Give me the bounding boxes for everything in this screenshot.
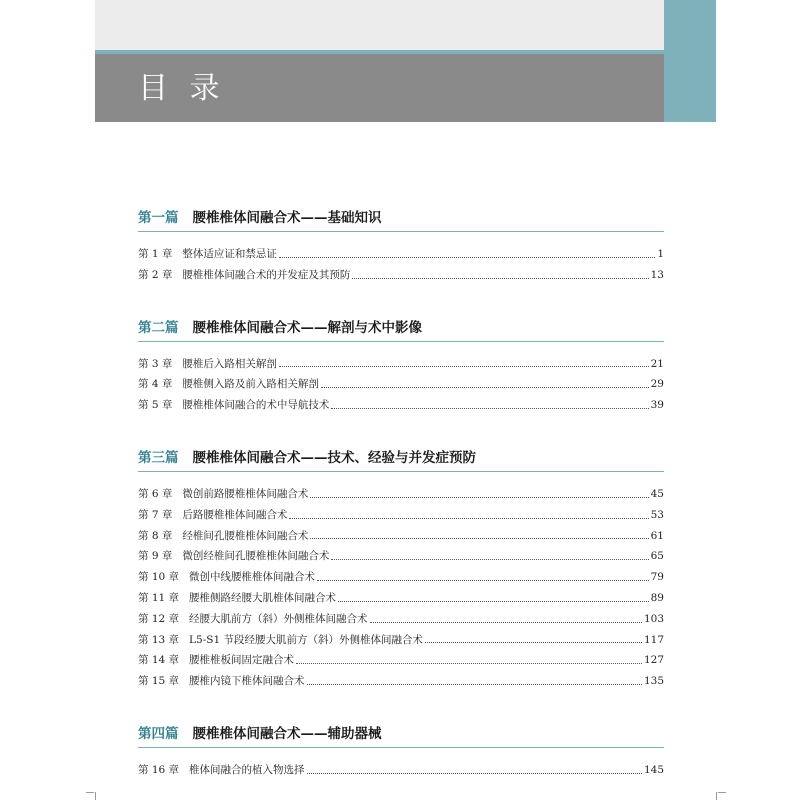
header-side-tab (664, 0, 716, 122)
chapter-entry[interactable] (138, 760, 664, 781)
chapter-page-number: 145 (643, 763, 664, 776)
chapter-number: 第 15 章 (138, 675, 180, 688)
chapter-entry[interactable] (138, 671, 664, 692)
chapter-number: 第 1 章 (138, 248, 173, 260)
dot-leader (331, 408, 648, 409)
dot-leader (338, 601, 649, 602)
chapter-list (138, 342, 664, 416)
table-of-contents (138, 205, 664, 781)
part-title: 腰椎椎体间融合术——解剖与术中影像 (192, 319, 422, 336)
part-number: 第二篇 (138, 319, 179, 336)
chapter-entry[interactable] (138, 609, 664, 630)
chapter-title: 腰椎侧入路及前入路相关解剖 (182, 378, 319, 391)
part-heading (138, 315, 664, 342)
header-top-band (95, 0, 664, 50)
part-heading (138, 205, 664, 232)
chapter-title: 经椎间孔腰椎椎体间融合术 (182, 529, 309, 542)
chapter-entry[interactable] (138, 354, 664, 375)
dot-leader (307, 773, 642, 774)
chapter-number: 第 7 章 (138, 508, 173, 521)
chapter-list (138, 472, 664, 692)
dot-leader (279, 366, 649, 367)
chapter-number: 第 14 章 (138, 654, 180, 667)
toc-part (138, 721, 664, 781)
dot-leader (310, 538, 648, 539)
chapter-entry[interactable] (138, 484, 664, 505)
chapter-entry[interactable] (138, 374, 664, 395)
chapter-entry[interactable] (138, 546, 664, 567)
part-number: 第三篇 (138, 449, 179, 466)
chapter-title: 腰椎内镜下椎体间融合术 (189, 675, 305, 688)
crop-mark (86, 792, 94, 793)
chapter-title: 腰椎侧路经腰大肌椎体间融合术 (189, 591, 337, 604)
part-number: 第四篇 (138, 725, 179, 742)
chapter-title: 经腰大肌前方（斜）外侧椎体间融合术 (189, 612, 368, 625)
chapter-list (138, 748, 664, 781)
chapter-entry[interactable] (138, 395, 664, 416)
chapter-page-number: 21 (650, 357, 664, 370)
chapter-number: 第 13 章 (138, 633, 180, 646)
dot-leader (307, 684, 642, 685)
chapter-number: 第 9 章 (138, 550, 173, 563)
page-title: 目 录 (138, 71, 226, 106)
chapter-entry[interactable] (138, 265, 664, 286)
chapter-title: 微创经椎间孔腰椎椎体间融合术 (182, 550, 330, 563)
chapter-entry[interactable] (138, 588, 664, 609)
dot-leader (352, 278, 648, 279)
chapter-entry[interactable] (138, 526, 664, 547)
chapter-title: 后路腰椎椎体间融合术 (182, 508, 288, 521)
chapter-page-number: 53 (650, 508, 664, 521)
chapter-page-number: 89 (650, 591, 664, 604)
chapter-entry[interactable] (138, 567, 664, 588)
part-heading (138, 721, 664, 748)
dot-leader (331, 559, 648, 560)
chapter-page-number: 61 (650, 529, 664, 542)
chapter-page-number: 29 (650, 378, 664, 391)
part-title: 腰椎椎体间融合术——技术、经验与并发症预防 (192, 449, 476, 466)
chapter-list (138, 232, 664, 286)
dot-leader (310, 497, 648, 498)
chapter-title: 椎体间融合的植入物选择 (189, 763, 305, 776)
chapter-title: 腰椎椎板间固定融合术 (189, 654, 295, 667)
toc-part (138, 315, 664, 416)
dot-leader (279, 257, 655, 258)
chapter-number: 第 16 章 (138, 763, 180, 776)
chapter-page-number: 117 (643, 633, 664, 646)
toc-part (138, 205, 664, 286)
chapter-entry[interactable] (138, 630, 664, 651)
part-title: 腰椎椎体间融合术——基础知识 (192, 210, 382, 226)
chapter-number: 第 11 章 (138, 591, 180, 604)
chapter-title: 腰椎椎体间融合的术中导航技术 (182, 399, 330, 412)
chapter-title: 微创前路腰椎椎体间融合术 (182, 487, 309, 500)
toc-part (138, 445, 664, 692)
dot-leader (425, 642, 642, 643)
chapter-number: 第 2 章 (138, 268, 173, 281)
chapter-page-number: 127 (643, 654, 664, 667)
chapter-number: 第 3 章 (138, 357, 173, 370)
chapter-title: 微创中线腰椎椎体间融合术 (189, 571, 316, 584)
chapter-title: 整体适应证和禁忌证 (182, 248, 277, 260)
chapter-page-number: 103 (643, 612, 664, 625)
chapter-entry[interactable] (138, 244, 664, 265)
chapter-page-number: 39 (650, 399, 664, 412)
dot-leader (317, 580, 649, 581)
crop-mark (95, 792, 96, 800)
chapter-page-number: 79 (650, 571, 664, 584)
chapter-number: 第 12 章 (138, 612, 180, 625)
chapter-page-number: 135 (643, 675, 664, 688)
chapter-number: 第 10 章 (138, 571, 180, 584)
dot-leader (321, 387, 649, 388)
chapter-entry[interactable] (138, 650, 664, 671)
dot-leader (289, 518, 648, 519)
chapter-number: 第 6 章 (138, 487, 173, 500)
chapter-number: 第 4 章 (138, 378, 173, 391)
dot-leader (370, 622, 642, 623)
chapter-number: 第 8 章 (138, 529, 173, 542)
crop-mark (718, 792, 726, 793)
chapter-page-number: 45 (650, 487, 664, 500)
chapter-page-number: 1 (657, 248, 664, 260)
part-number: 第一篇 (138, 210, 179, 226)
chapter-number: 第 5 章 (138, 399, 173, 412)
chapter-title: 腰椎椎体间融合术的并发症及其预防 (182, 268, 351, 281)
part-heading (138, 445, 664, 472)
chapter-page-number: 13 (650, 268, 664, 281)
chapter-entry[interactable] (138, 505, 664, 526)
part-title: 腰椎椎体间融合术——辅助器械 (192, 725, 382, 742)
chapter-page-number: 65 (650, 550, 664, 563)
dot-leader (296, 663, 642, 664)
crop-mark (716, 792, 717, 800)
chapter-title: 腰椎后入路相关解剖 (182, 357, 277, 370)
chapter-title: L5-S1 节段经腰大肌前方（斜）外侧椎体间融合术 (189, 633, 423, 646)
